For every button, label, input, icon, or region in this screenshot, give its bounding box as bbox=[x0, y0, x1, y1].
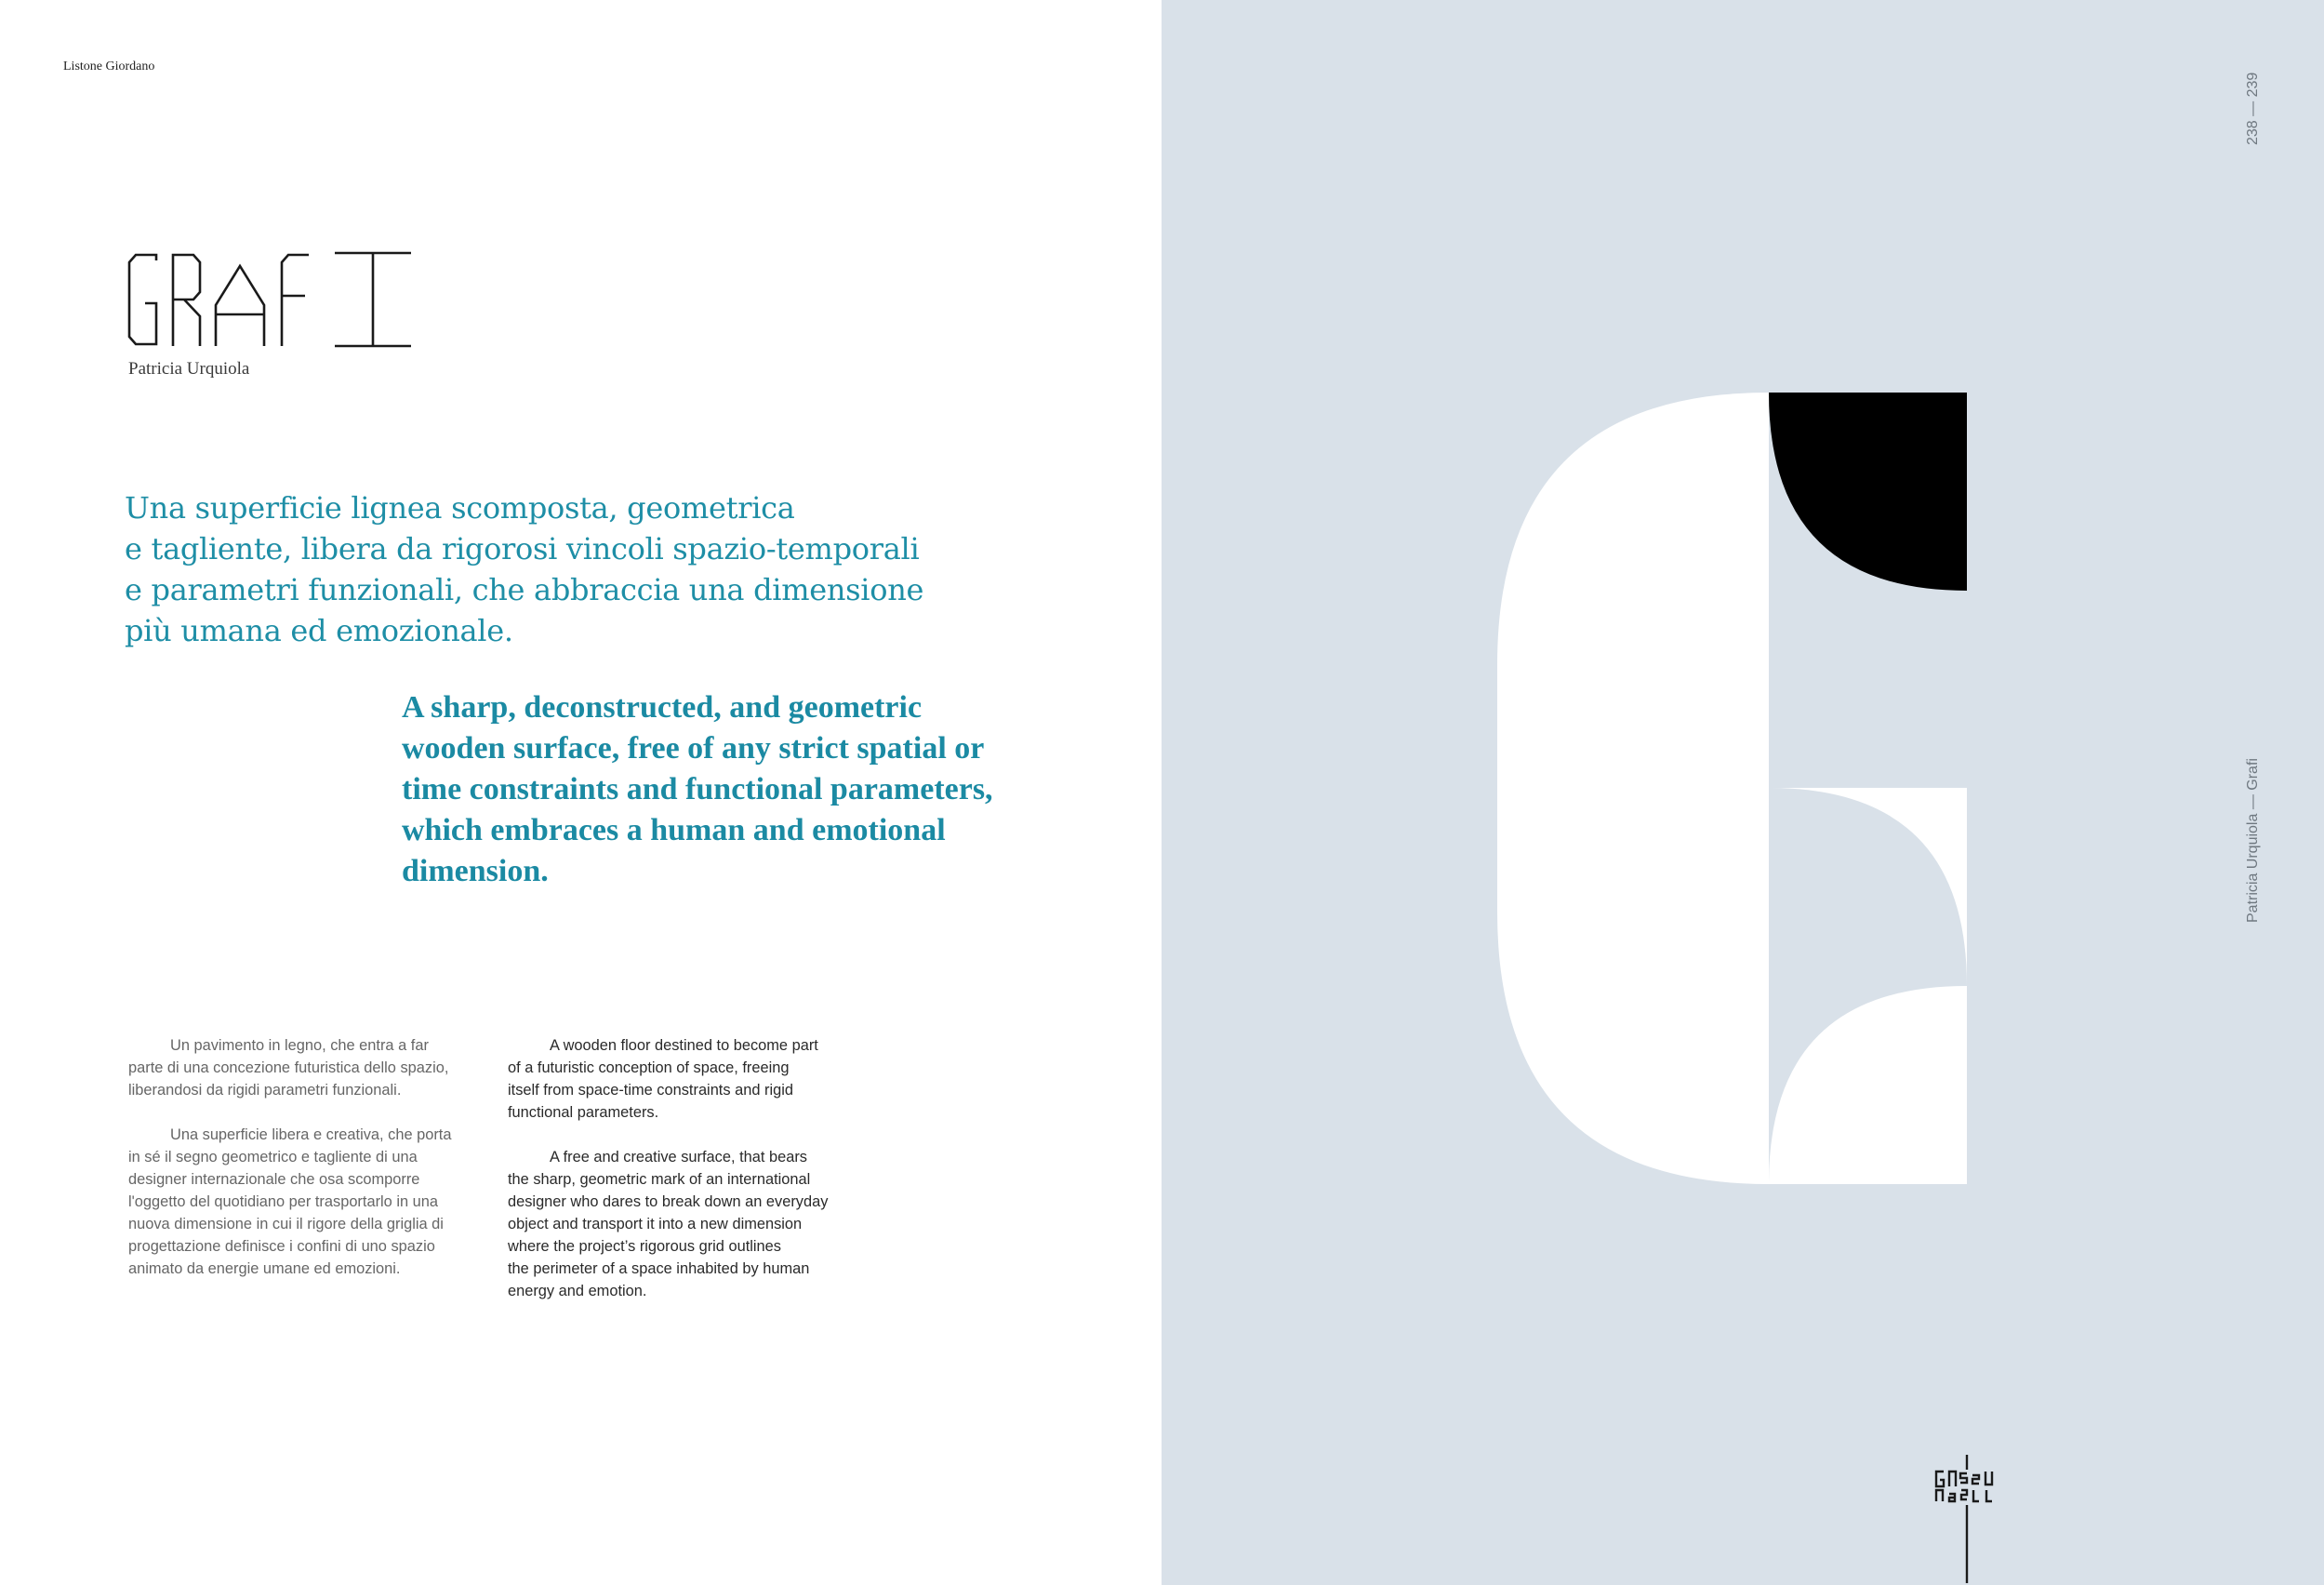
body-en-paragraph bbox=[508, 1034, 880, 1124]
brand-monogram-logo bbox=[1932, 1453, 2007, 1585]
body-line: functional parameters. bbox=[508, 1104, 659, 1121]
body-en-paragraph bbox=[508, 1146, 880, 1302]
body-line: A wooden floor destined to become part bbox=[550, 1037, 818, 1054]
body-it-paragraph bbox=[128, 1034, 500, 1101]
geometric-g-graphic bbox=[1488, 391, 1972, 1195]
body-line: in sé il segno geometrico e tagliente di una bbox=[128, 1149, 418, 1165]
intro-en-line: A sharp, deconstructed, and geometric bbox=[402, 690, 923, 725]
white-half-stadium-shape bbox=[1497, 393, 1769, 1184]
body-line: designer who dares to break down an everyday bbox=[508, 1193, 829, 1210]
body-text-italian bbox=[128, 1034, 500, 1280]
brand-name: Listone Giordano bbox=[63, 60, 155, 73]
body-line: Una superficie libera e creativa, che porta bbox=[170, 1126, 452, 1143]
black-quarter-circle-shape bbox=[1769, 393, 1967, 591]
page-number-indicator: 238 — 239 bbox=[2245, 72, 2261, 145]
body-line: parte di una concezione futuristica dello spazio, bbox=[128, 1059, 449, 1076]
grafi-title-logotype bbox=[126, 249, 424, 352]
intro-it-line: Una superficie lignea scomposta, geometrica bbox=[125, 490, 795, 526]
intro-it-line: e parametri funzionali, che abbraccia una dimensione bbox=[125, 572, 924, 607]
grafi-letterforms bbox=[126, 249, 424, 352]
body-line: l'oggetto del quotidiano per trasportarlo in una bbox=[128, 1193, 438, 1210]
body-line: the perimeter of a space inhabited by human bbox=[508, 1260, 810, 1277]
intro-en-line: wooden surface, free of any strict spatial or bbox=[402, 731, 985, 766]
intro-it-line: più umana ed emozionale. bbox=[125, 613, 513, 648]
intro-italian bbox=[125, 487, 924, 651]
intro-en-line: dimension. bbox=[402, 854, 549, 888]
intro-english bbox=[402, 687, 1053, 892]
body-line: progettazione definisce i confini di uno spazio bbox=[128, 1238, 435, 1255]
body-line: of a futuristic conception of space, freeing bbox=[508, 1059, 790, 1076]
body-line: the sharp, geometric mark of an international bbox=[508, 1171, 811, 1188]
body-line: animato da energie umane ed emozioni. bbox=[128, 1260, 401, 1277]
body-line: nuova dimensione in cui il rigore della griglia di bbox=[128, 1216, 444, 1232]
body-it-paragraph bbox=[128, 1124, 500, 1280]
intro-en-line: which embraces a human and emotional bbox=[402, 813, 946, 847]
body-line: A free and creative surface, that bears bbox=[550, 1149, 807, 1165]
body-line: energy and emotion. bbox=[508, 1283, 647, 1299]
body-line: object and transport it into a new dimension bbox=[508, 1216, 803, 1232]
author-name: Patricia Urquiola bbox=[128, 359, 250, 379]
body-text-english bbox=[508, 1034, 880, 1302]
section-running-title: Patricia Urquiola — Grafi bbox=[2245, 758, 2261, 923]
intro-en-line: time constraints and functional parameters, bbox=[402, 772, 993, 806]
geometric-shapes bbox=[1488, 391, 1972, 1191]
body-line: itself from space-time constraints and rigid bbox=[508, 1082, 793, 1099]
body-line: where the project’s rigorous grid outlines bbox=[508, 1238, 781, 1255]
intro-it-line: e tagliente, libera da rigorosi vincoli spazio-temporali bbox=[125, 531, 920, 566]
body-line: designer internazionale che osa scomporre bbox=[128, 1171, 420, 1188]
body-line: Un pavimento in legno, che entra a far bbox=[170, 1037, 429, 1054]
monogram-shapes bbox=[1932, 1453, 2007, 1585]
body-line: liberandosi da rigidi parametri funzionali. bbox=[128, 1082, 402, 1099]
